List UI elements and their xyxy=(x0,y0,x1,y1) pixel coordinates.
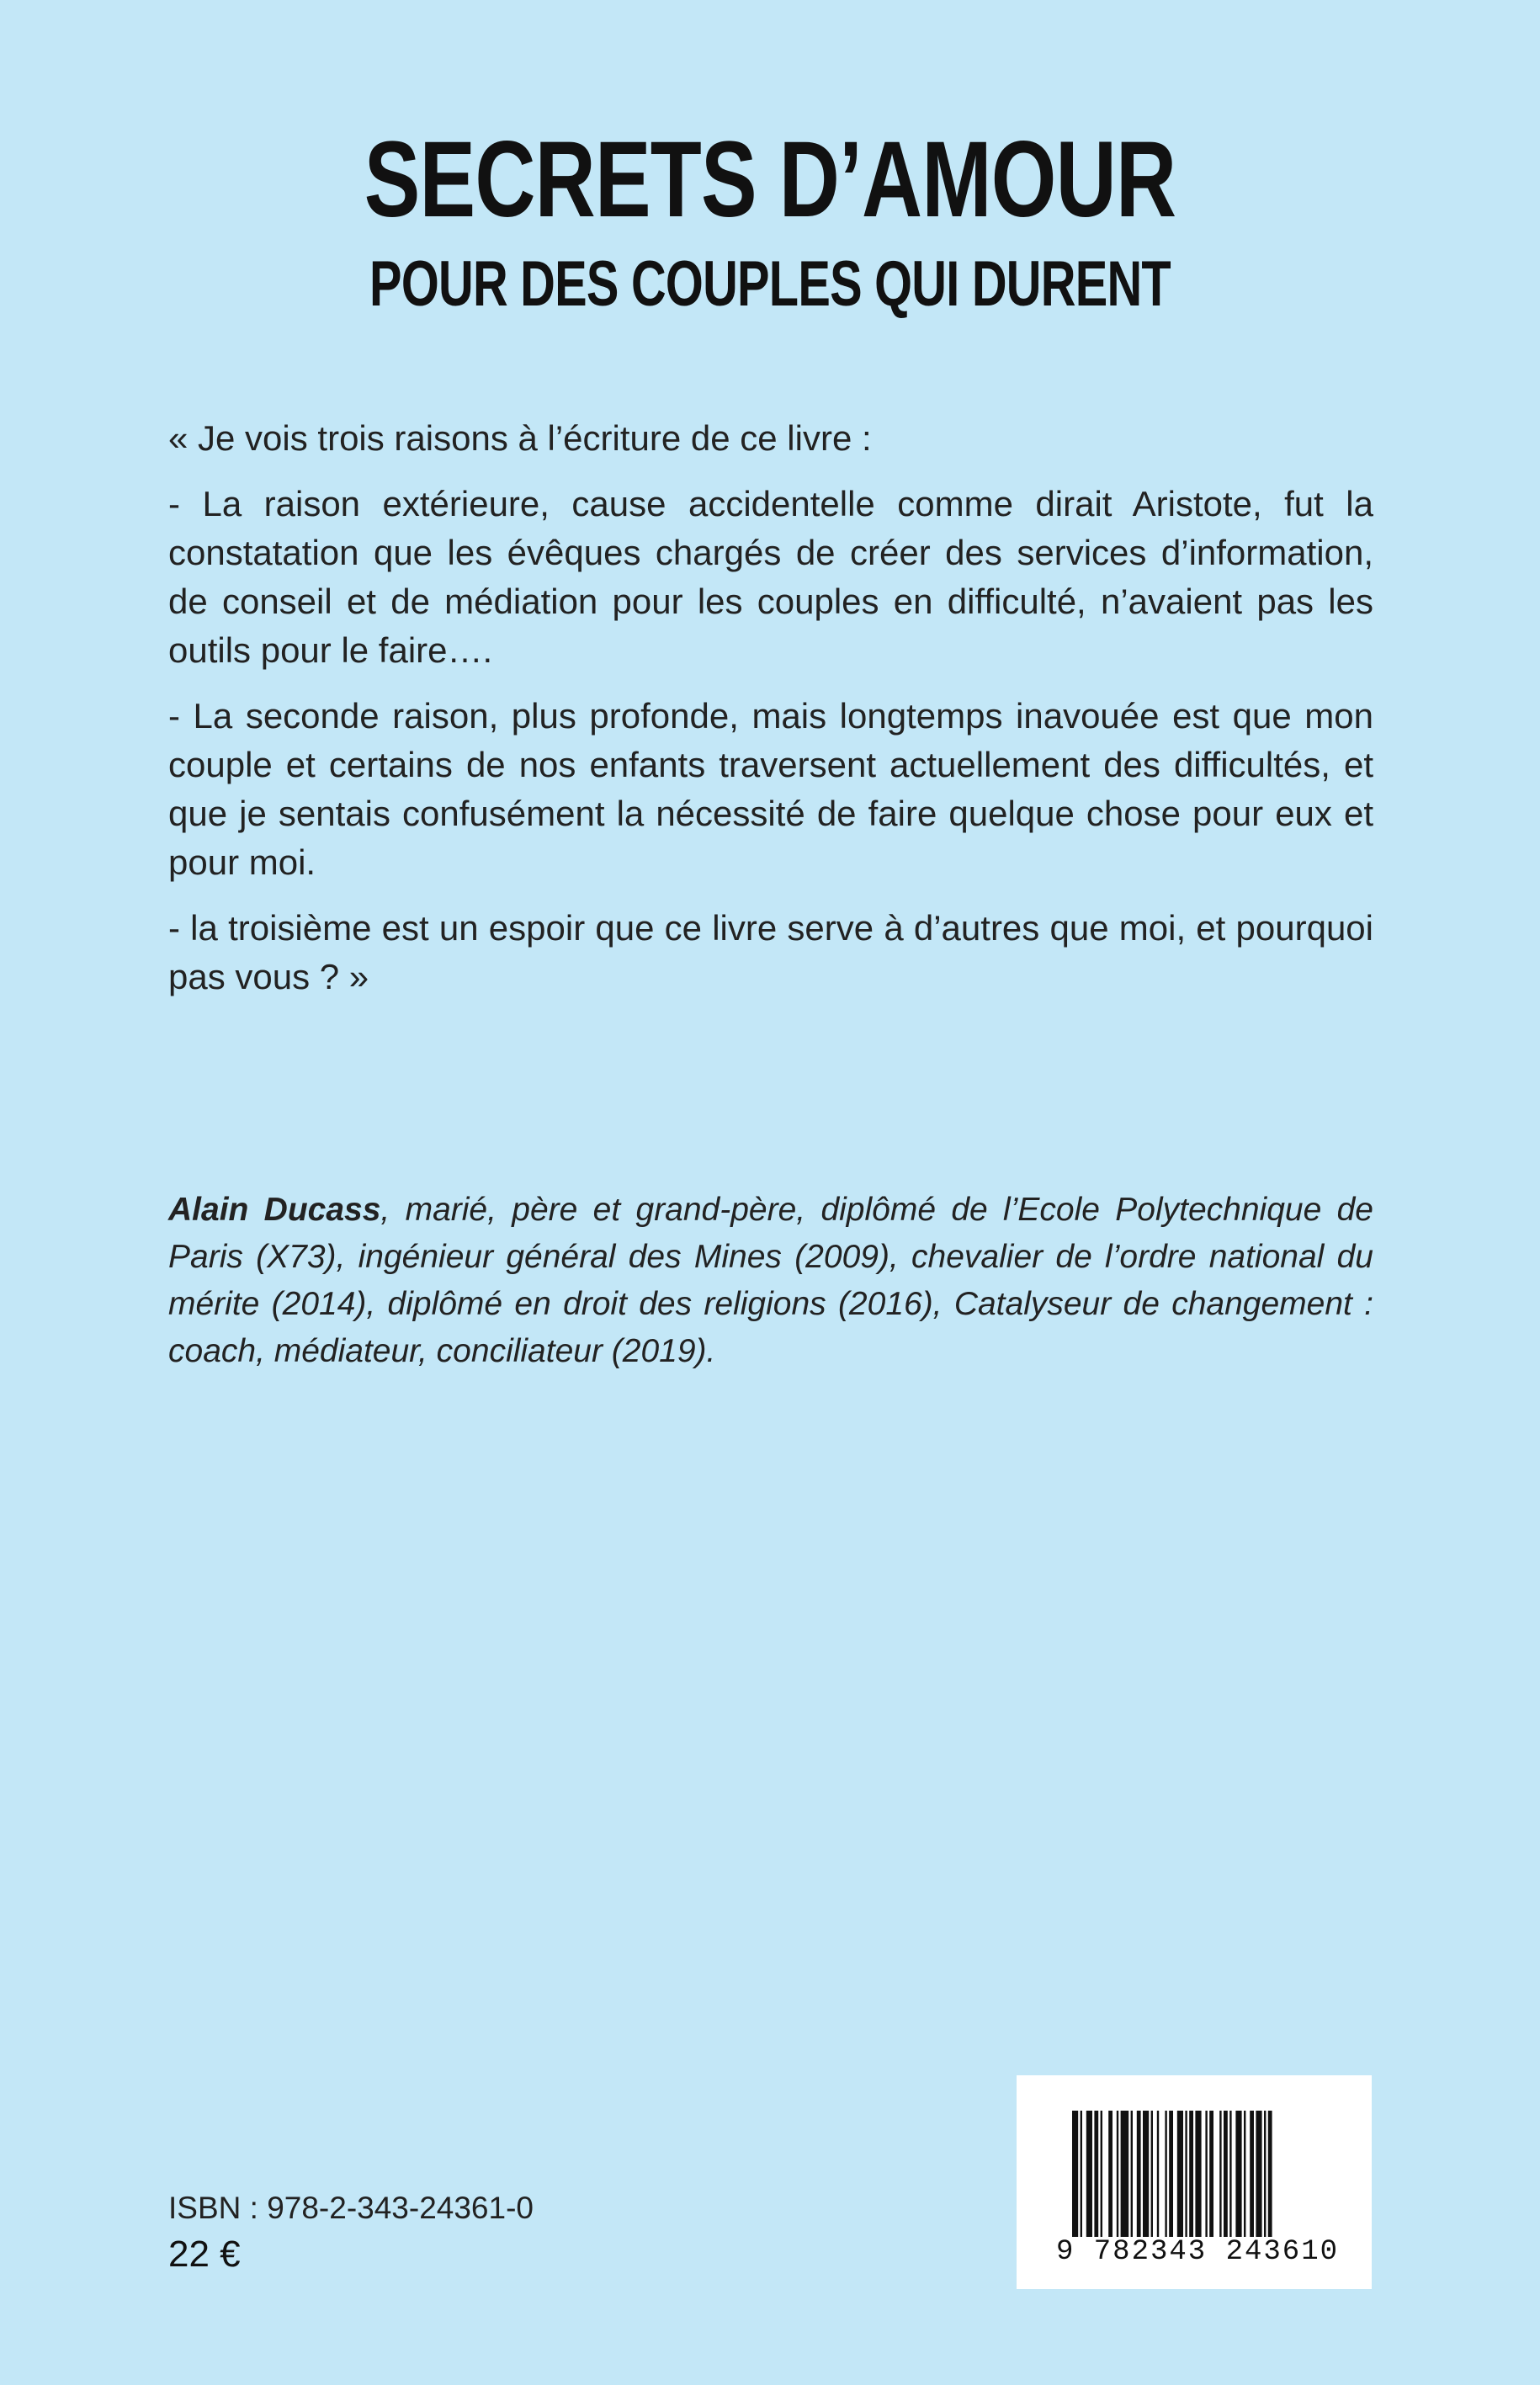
barcode-digits: 9 782343 243610 xyxy=(1055,2236,1340,2268)
author-name: Alain Ducass xyxy=(168,1192,381,1228)
barcode-bar xyxy=(1108,2111,1113,2237)
book-title: SECRETS D’AMOUR xyxy=(364,120,1176,240)
barcode-bar xyxy=(1224,2111,1228,2237)
barcode-bar xyxy=(1131,2111,1133,2237)
barcode-bar xyxy=(1264,2111,1266,2237)
barcode-bar xyxy=(1229,2111,1231,2237)
barcode-bar xyxy=(1086,2111,1092,2237)
isbn-label: ISBN : 978-2-343-24361-0 xyxy=(168,2191,534,2225)
barcode-bar xyxy=(1151,2111,1153,2237)
barcode-bar xyxy=(1081,2111,1082,2237)
quote-paragraph-3: - La seconde raison, plus profonde, mais longtemps inavouée est que mon couple et certains de nos enfants traversent actuellement des difficultés, et que je sentais confusément la nécessité de faire quelque chose pour eux et pour moi. xyxy=(168,696,1373,882)
barcode-bar xyxy=(1256,2111,1261,2237)
barcode-bar xyxy=(1195,2111,1201,2237)
book-subtitle: POUR DES COUPLES QUI DURENT xyxy=(369,248,1171,320)
barcode-bar xyxy=(1157,2111,1159,2237)
barcode-bar xyxy=(1137,2111,1141,2237)
barcode-bar xyxy=(1205,2111,1207,2237)
barcode-bar xyxy=(1177,2111,1183,2237)
cover-title-block xyxy=(0,120,1540,320)
barcode-bar xyxy=(1209,2111,1213,2237)
barcode-bar xyxy=(1250,2111,1254,2237)
barcode-bar xyxy=(1185,2111,1187,2237)
barcode xyxy=(1017,2075,1372,2289)
author-bio xyxy=(168,1187,1373,1375)
barcode-bar xyxy=(1169,2111,1173,2237)
barcode-bar xyxy=(1189,2111,1193,2237)
barcode-bar xyxy=(1244,2111,1245,2237)
barcode-bar xyxy=(1101,2111,1102,2237)
quote-paragraph-1: « Je vois trois raisons à l’écriture de ce livre : xyxy=(168,418,872,458)
author-bio-text: , marié, père et grand-père, diplômé de l’Ecole Polytechnique de Paris (X73), ingénieur général des Mines (2009), chevalier de l’ordre national du mérite (2014), diplômé en droit des religions (2016), Catalyseur de changement : coach, médiateur, conciliateur (2019). xyxy=(168,1192,1373,1369)
quote-paragraph-2: - La raison extérieure, cause accidentelle comme dirait Aristote, fut la constatation que les évêques chargés de créer des services d’information, de conseil et de médiation pour les couples en difficulté, n’avaient pas les outils pour le faire…. xyxy=(168,484,1373,670)
price-label: 22 € xyxy=(168,2234,241,2275)
barcode-bar xyxy=(1268,2111,1272,2237)
barcode-bar xyxy=(1235,2111,1241,2237)
back-cover-quote xyxy=(168,414,1373,1018)
barcode-bar xyxy=(1165,2111,1166,2237)
barcode-bar xyxy=(1117,2111,1118,2237)
barcode-bar xyxy=(1219,2111,1221,2237)
barcode-bar xyxy=(1121,2111,1129,2237)
quote-paragraph-4: - la troisième est un espoir que ce livre serve à d’autres que moi, et pourquoi pas vous ? » xyxy=(168,908,1373,996)
barcode-bar xyxy=(1143,2111,1149,2237)
barcode-bar xyxy=(1072,2111,1078,2237)
barcode-bar xyxy=(1094,2111,1098,2237)
